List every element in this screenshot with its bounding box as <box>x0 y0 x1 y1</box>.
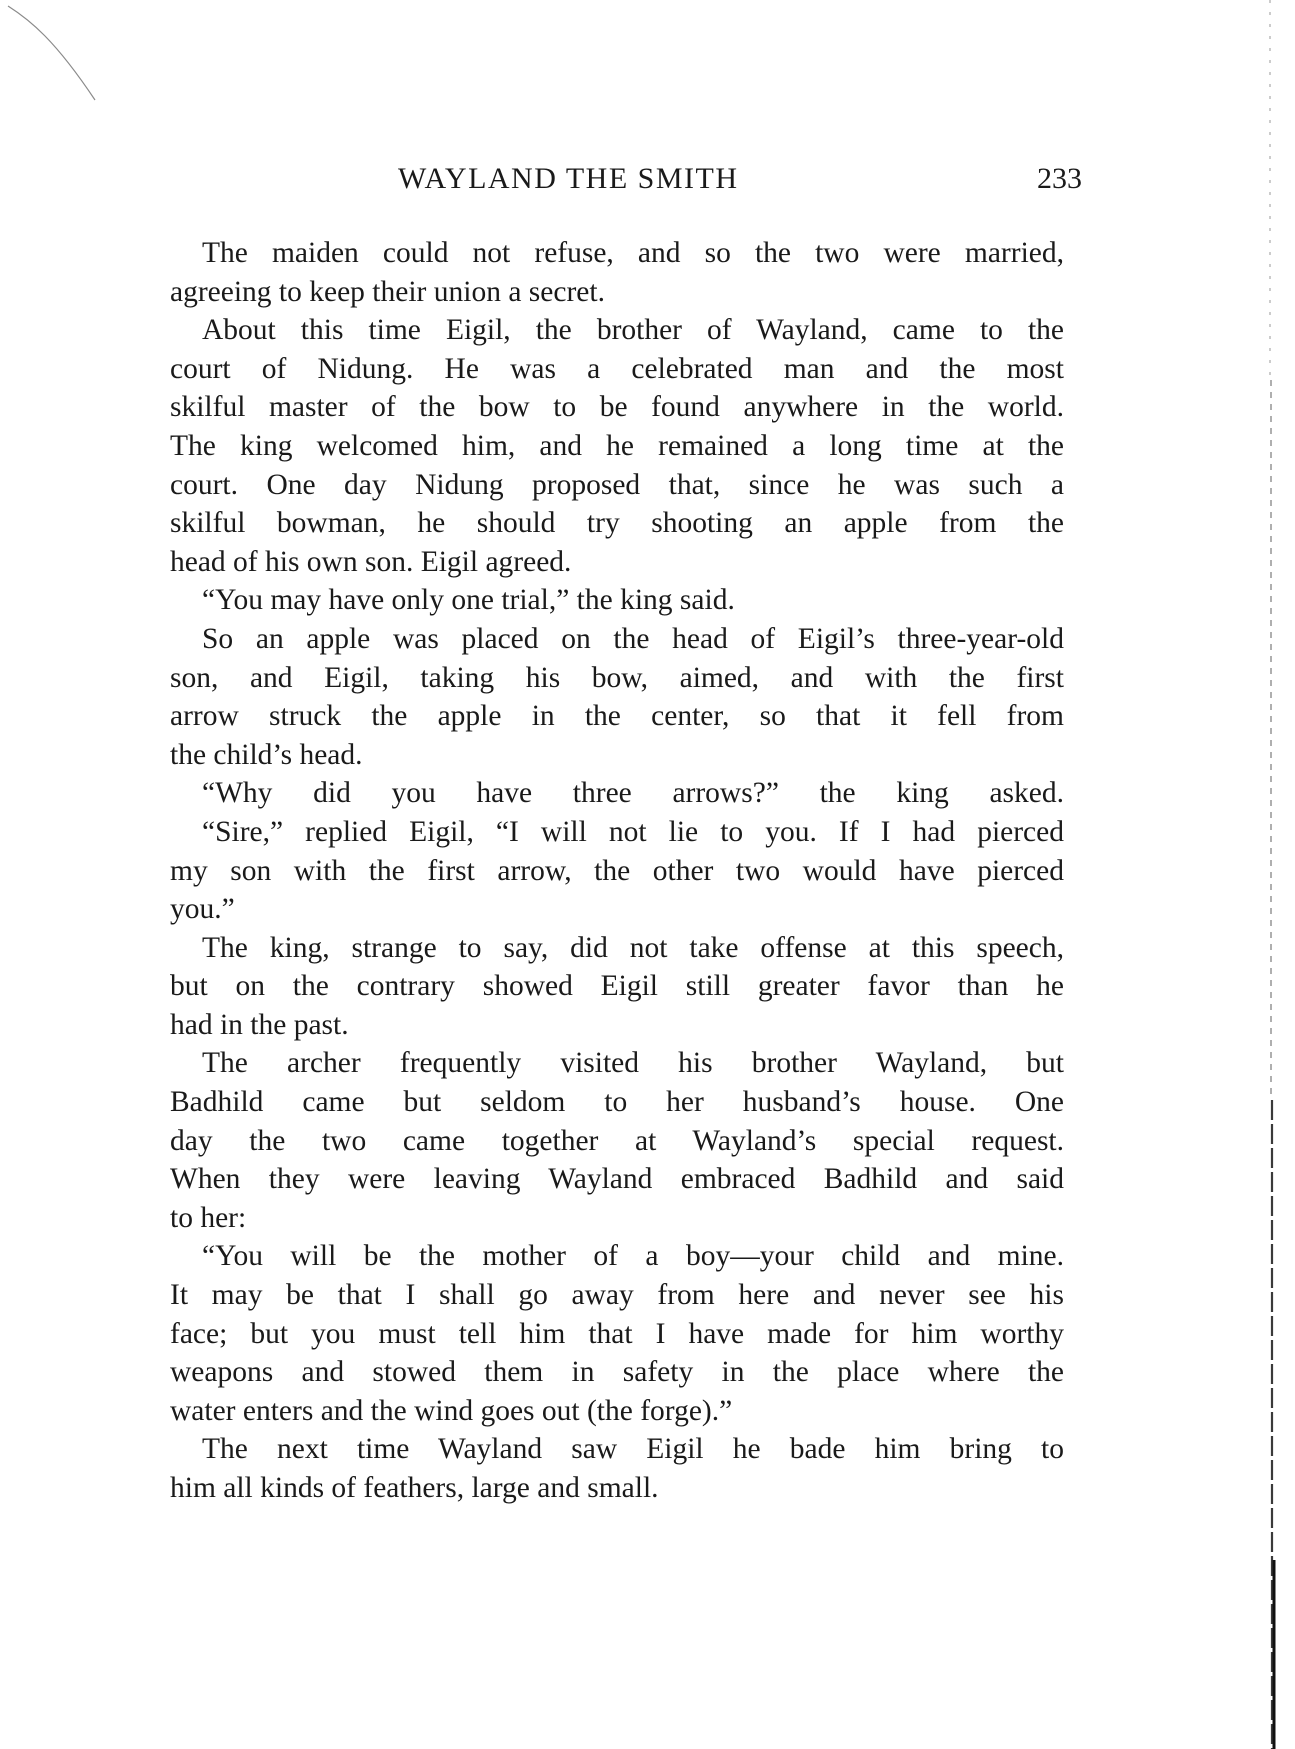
text-line: About this time Eigil, the brother of Wayland, came to the <box>202 314 1064 347</box>
running-head <box>170 162 1082 202</box>
text-line: The king, strange to say, did not take offense at this speech, <box>202 931 1064 964</box>
text-line: court of Nidung. He was a celebrated man and the most <box>170 352 1064 385</box>
text-line: face; but you must tell him that I have made for him worthy <box>170 1317 1064 1350</box>
text-line: the child’s head. <box>170 738 363 771</box>
text-line: arrow struck the apple in the center, so that it fell from <box>170 700 1064 733</box>
text-line: agreeing to keep their union a secret. <box>170 275 605 308</box>
scan-artifact-right-edge <box>1268 0 1295 1749</box>
text-line: but on the contrary showed Eigil still greater favor than he <box>170 970 1064 1003</box>
text-line: “You will be the mother of a boy—your child and mine. <box>202 1240 1064 1273</box>
text-line: The king welcomed him, and he remained a long time at the <box>170 429 1064 462</box>
text-line: weapons and stowed them in safety in the place where the <box>170 1356 1064 1389</box>
text-line: had in the past. <box>170 1008 349 1041</box>
text-line: you.” <box>170 893 235 926</box>
text-line: “Sire,” replied Eigil, “I will not lie to you. If I had pierced <box>202 815 1064 848</box>
text-line: water enters and the wind goes out (the forge).” <box>170 1394 733 1427</box>
scan-artifact-corner-line <box>0 0 120 110</box>
text-line: to her: <box>170 1201 247 1234</box>
text-line: my son with the first arrow, the other two would have pierced <box>170 854 1064 887</box>
text-line: “You may have only one trial,” the king said. <box>202 584 735 617</box>
text-line: When they were leaving Wayland embraced Badhild and said <box>170 1163 1064 1196</box>
body-text <box>170 234 1064 1508</box>
text-line: skilful bowman, he should try shooting an apple from the <box>170 507 1064 540</box>
text-line: It may be that I shall go away from here and never see his <box>170 1279 1064 1312</box>
text-line: day the two came together at Wayland’s special request. <box>170 1124 1064 1157</box>
text-line: skilful master of the bow to be found anywhere in the world. <box>170 391 1064 424</box>
text-line: court. One day Nidung proposed that, since he was such a <box>170 468 1064 501</box>
text-line: The next time Wayland saw Eigil he bade him bring to <box>202 1433 1064 1466</box>
text-line: head of his own son. Eigil agreed. <box>170 545 572 578</box>
text-line: The maiden could not refuse, and so the two were married, <box>202 237 1064 269</box>
text-line: So an apple was placed on the head of Eigil’s three-year-old <box>202 622 1064 655</box>
running-title: WAYLAND THE SMITH <box>398 162 739 195</box>
text-line: “Why did you have three arrows?” the king asked. <box>202 777 1064 810</box>
page-number: 233 <box>1037 162 1082 195</box>
text-line: son, and Eigil, taking his bow, aimed, and with the first <box>170 661 1064 694</box>
text-line: him all kinds of feathers, large and small. <box>170 1472 659 1504</box>
text-line: Badhild came but seldom to her husband’s house. One <box>170 1086 1064 1119</box>
text-line: The archer frequently visited his brother Wayland, but <box>202 1047 1064 1080</box>
